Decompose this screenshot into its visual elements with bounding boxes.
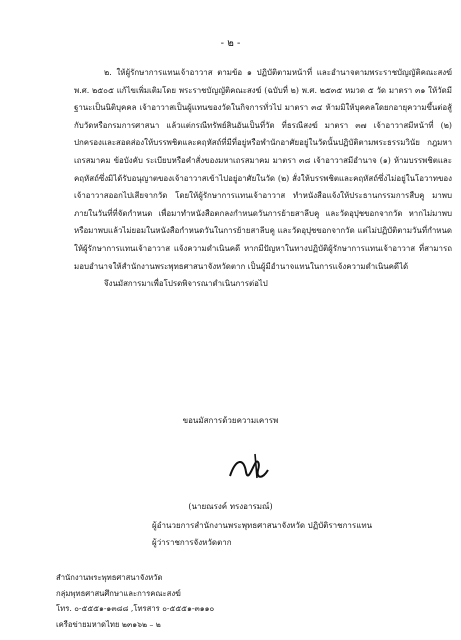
signer-name: (นายณรงค์ ทรงอารมณ์) <box>188 502 273 511</box>
paragraph-main: ๒. ให้ผู้รักษาการแทนเจ้าอาวาส ตามข้อ ๑ ปฏิบัติตามหน้าที่ และอำนาจตามพระราชบัญญัติคณะสงฆ์ พ.ศ. ๒๕๐๕ แก้ไขเพิ่มเติมโดย พระราชบัญญัติคณะสงฆ์ (ฉบับที่ ๒) พ.ศ. ๒๕๓๕ หมวด ๕ วัด มาตรา ๓๑ ให้วัดมีฐานะเป็นนิติบุคคล เจ้าอาวาสเป็นผู้แทนของวัดในกิจการทั่วไป มาตรา ๓๔ ห้ามมิให้บุคคลใดยกอายุความขึ้นต่อสู้กับวัดหรือกรมการศาสนา แล้วแต่กรณีทรัพย์สินอันเป็นที่วัด ที่ธรณีสงฆ์ มาตรา ๓๗ เจ้าอาวาสมีหน้าที่ (๒) ปกครองและสอดส่องให้บรรพชิตและคฤหัสถ์ที่มีที่อยู่หรือพำนักอาศัยอยู่ในวัดนั้นปฏิบัติตามพระธรรมวินัย กฎมหาเถรสมาคม ข้อบังคับ ระเบียบหรือคำสั่งของมหาเถรสมาคม มาตรา ๓๘ เจ้าอาวาสมีอำนาจ (๑) ห้ามบรรพชิตและคฤหัสถ์ซึ่งมิได้รับอนุญาตของเจ้าอาวาสเข้าไปอยู่อาศัยในวัด (๒) สั่งให้บรรพชิตและคฤหัสถ์ซึ่งไม่อยู่ในโอวาทของเจ้าอาวาสออกไปเสียจากวัด โดยให้ผู้รักษาการแทนเจ้าอาวาส ทำหนังสือแจ้งให้ประธานกรรมการสืบคู มาพบภายในวันที่ที่จัดกำหนด เพื่อมาทำหนังสือตกลงกำหนดวันการย้ายสาลีบคู และวัดอุปุชขอกจากวัด หากไม่มาพบ หรือมาพบแล้วไม่ยอมในหนังสือกำหนดวันในการย้ายสาลีบคู และวัดอุปุชขอกจากวัด แต่ไม่ปฏิบัติตามวันที่กำหนด ให้ผู้รักษาการแทนเจ้าอาวาส แจ้งความดำเนินคดี หากมีปัญหาในทางปฏิบัติผู้รักษาการแทนเจ้าอาวาส ที่สามารถมอบอำนาจให้สำนักงานพระพุทธศาสนาจังหวัดตาก เป็นผู้มีอำนาจแทนในการแจ้งความดำเนินคดีได้ <box>74 68 452 271</box>
signer-title-secondary: ผู้ว่าราชการจังหวัดตาก <box>152 538 232 547</box>
signer-title-primary: ผู้อำนวยการสำนักงานพระพุทธศาสนาจังหวัด ปฏิบัติราชการแทน <box>152 521 373 530</box>
footer-network: เครือข่ายมหาดไทย ๒๓๑๖๒ – ๒ <box>56 619 161 629</box>
footer-group: กลุ่มพุทธศาสนศึกษาและการคณะสงฆ์ <box>56 588 181 598</box>
letter-body <box>74 64 452 293</box>
page-number: - ๒ - <box>220 38 241 49</box>
handwritten-signature <box>222 448 282 488</box>
footer-phone: โทร. ๐-๕๕๕๑-๑๓๘๘ ,โทรสาร ๐-๕๕๕๑-๓๑๑๐ <box>56 604 215 613</box>
closing-salutation: ขอนมัสการด้วยความเคารพ <box>182 416 279 425</box>
footer-contact <box>56 570 214 632</box>
paragraph-request: จึงนมัสการมาเพื่อโปรดพิจารณาดำเนินการต่อไป <box>104 279 268 289</box>
footer-office: สำนักงานพระพุทธศาสนาจังหวัด <box>56 573 163 582</box>
